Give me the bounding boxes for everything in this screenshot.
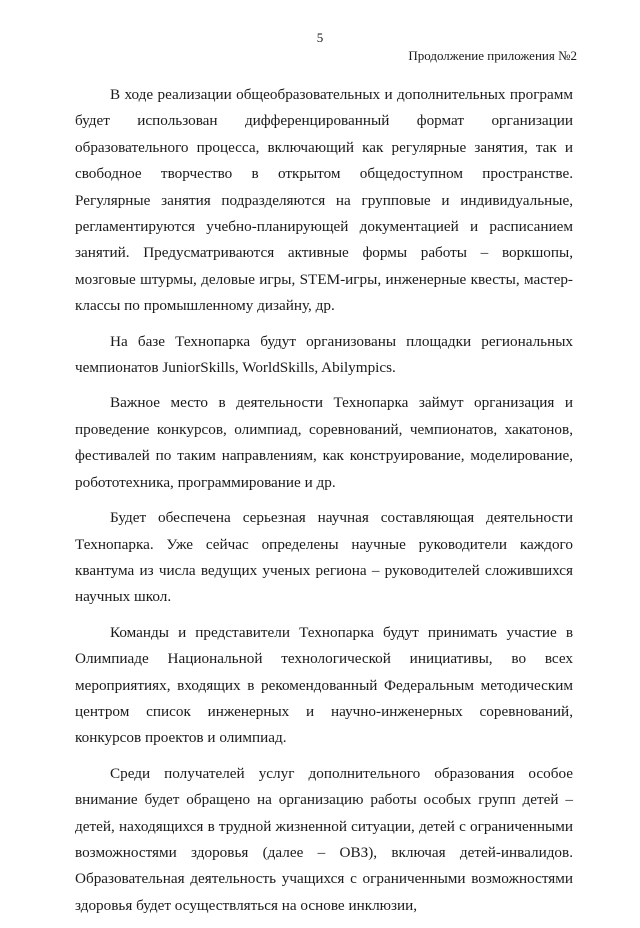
paragraph-competitions: Важное место в деятельности Технопарка займут организация и проведение конкурсов, олимпиад, соревнований, чемпионатов, хакатонов, фестивалей по таким направлениям, как конструирование, моделирование, робототехника, программирование и др. [75,394,573,491]
paragraph-scientific-component: Будет обеспечена серьезная научная составляющая деятельности Технопарка. Уже сейчас определены научные руководители каждого квантума из числа ведущих ученых региона – руководителей сложившихся научных школ. [75,509,573,606]
paragraph-olympiad-participation: Команды и представители Технопарка будут принимать участие в Олимпиаде Национальной технологической инициативы, во всех мероприятиях, входящих в рекомендованный Федеральным методическим центром список инженерных и научно-инженерных соревнований, конкурсов проектов и олимпиад. [75,623,573,747]
paragraph-championships: На базе Технопарка будут организованы площадки региональных чемпионатов JuniorSkills, WorldSkills, Abilympics. [75,332,573,377]
appendix-label: Продолжение приложения №2 [408,48,577,63]
paragraph-program-format: В ходе реализации общеобразовательных и дополнительных программ будет использован дифференцированный формат организации образовательного процесса, включающий как регулярные занятия, так и свободное творчество в открытом общедоступном пространстве. Регулярные занятия подразделяются на групповые и индивидуальные, регламентируются учебно-планирующей документацией и расписанием занятий. Предусматриваются активные формы работы – воркшопы, мозговые штурмы, деловые игры, STEM-игры, инженерные квесты, мастер-классы по промышленному дизайну, др. [75,86,573,315]
body-text [75,82,573,928]
paragraph-special-groups: Среди получателей услуг дополнительного образования особое внимание будет обращено на организацию работы особых групп детей – детей, находящихся в трудной жизненной ситуации, детей с ограниченными возможностями здоровья (далее – ОВЗ), включая детей-инвалидов. Образовательная деятельность учащихся с ограниченными возможностями здоровья будет осуществляться на основе инклюзии, [75,764,573,914]
page-number: 5 [316,30,324,45]
